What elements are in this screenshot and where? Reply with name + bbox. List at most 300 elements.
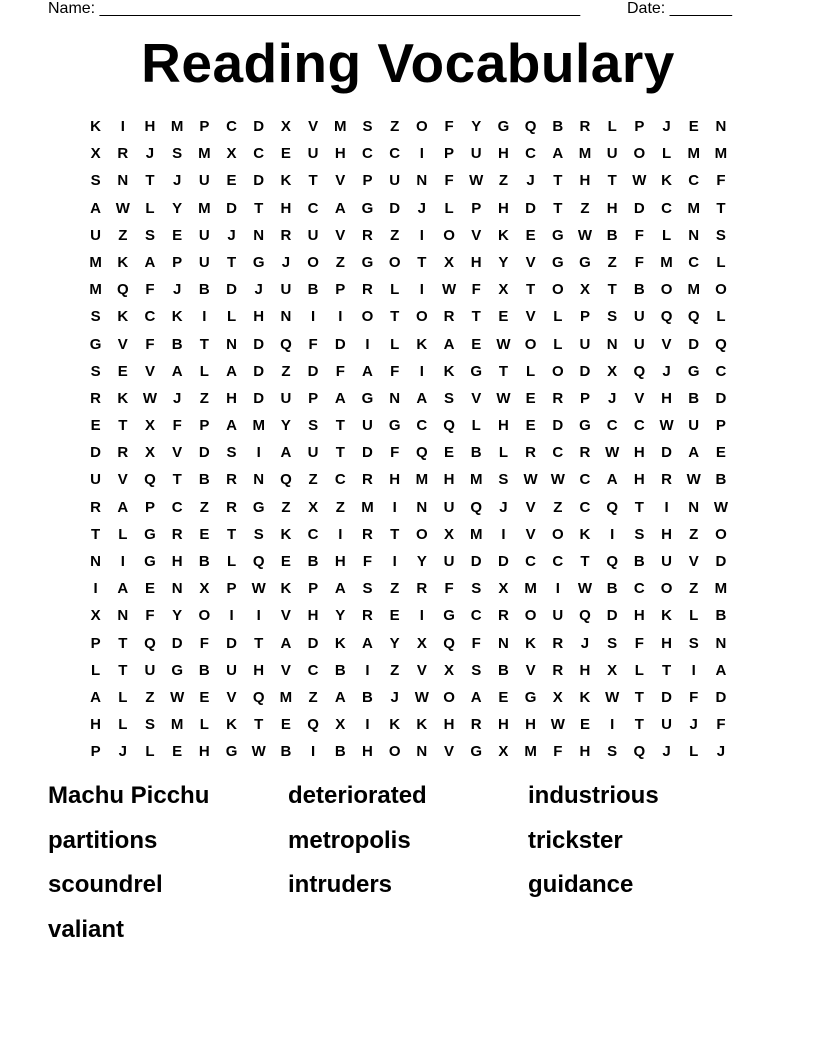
grid-letter: O <box>524 607 537 625</box>
grid-letter: G <box>579 253 591 271</box>
grid-letter: Q <box>633 362 646 380</box>
grid-letter: P <box>144 498 155 516</box>
grid-letter: D <box>715 389 727 407</box>
grid-letter: L <box>390 335 400 353</box>
grid-letter: A <box>334 389 346 407</box>
grid-letter: F <box>444 580 454 598</box>
grid-letter: Z <box>281 498 291 516</box>
grid-letter: J <box>716 743 726 761</box>
grid-letter: O <box>443 688 455 706</box>
grid-letter: C <box>633 417 645 435</box>
grid-letter: T <box>308 172 318 190</box>
grid-letter: X <box>498 743 509 761</box>
grid-letter: J <box>118 743 127 761</box>
grid-letter: H <box>606 199 618 217</box>
grid-letter: K <box>117 253 129 271</box>
grid-letter: Q <box>524 118 537 135</box>
grid-letter: C <box>307 525 319 543</box>
grid-letter: H <box>334 553 346 570</box>
grid-letter: B <box>362 688 373 706</box>
grid-letter: V <box>416 661 427 679</box>
grid-letter: Y <box>471 118 482 135</box>
grid-letter: O <box>416 118 428 135</box>
grid-letter: F <box>634 226 644 244</box>
grid-letter: H <box>497 145 509 163</box>
grid-letter: T <box>172 471 182 489</box>
grid-row <box>82 140 738 167</box>
grid-letter: G <box>144 525 156 543</box>
grid-letter: O <box>443 226 455 244</box>
grid-letter: T <box>390 525 400 543</box>
grid-letter: R <box>362 607 373 625</box>
grid-letter: W <box>632 172 647 190</box>
grid-letter: Q <box>633 743 646 761</box>
grid-letter: L <box>553 308 563 326</box>
grid-letter: V <box>661 335 672 353</box>
grid-letter: G <box>361 389 374 407</box>
grid-letter: K <box>416 716 428 734</box>
grid-letter: Z <box>580 199 590 217</box>
word-list-item: trickster <box>528 826 623 854</box>
grid-letter: A <box>606 471 618 489</box>
grid-letter: C <box>552 444 564 462</box>
grid-letter: M <box>334 118 347 135</box>
grid-letter: J <box>526 172 535 190</box>
grid-letter: O <box>660 281 673 299</box>
grid-letter: X <box>90 145 101 163</box>
word-list-item: valiant <box>48 915 125 943</box>
grid-letter: Q <box>307 716 319 734</box>
grid-letter: B <box>171 335 183 353</box>
grid-letter: Q <box>416 444 428 462</box>
grid-letter: J <box>689 716 698 734</box>
grid-letter: H <box>389 471 401 489</box>
grid-letter: S <box>715 226 726 244</box>
grid-letter: R <box>226 471 237 489</box>
grid-letter: F <box>145 335 155 353</box>
grid-letter: C <box>688 253 700 271</box>
grid-letter: E <box>688 118 699 135</box>
grid-letter: M <box>714 145 728 163</box>
grid-letter: L <box>498 444 508 462</box>
grid-letter: Z <box>118 226 128 244</box>
grid-letter: E <box>90 417 101 435</box>
grid-letter: H <box>171 553 183 570</box>
grid-row <box>82 738 738 765</box>
grid-letter: T <box>634 716 644 734</box>
grid-row <box>82 167 738 194</box>
grid-letter: A <box>715 661 727 679</box>
grid-letter: N <box>688 226 700 244</box>
grid-letter: V <box>525 498 536 516</box>
grid-letter: Y <box>280 417 291 435</box>
grid-letter: Q <box>579 607 591 625</box>
grid-letter: N <box>497 634 509 652</box>
grid-letter: U <box>307 444 319 462</box>
grid-letter: V <box>525 525 536 543</box>
grid-letter: O <box>551 281 564 299</box>
grid-letter: S <box>362 118 373 135</box>
grid-letter: M <box>687 145 700 163</box>
grid-letter: I <box>610 525 615 543</box>
grid-letter: H <box>497 716 509 734</box>
grid-letter: A <box>117 498 129 516</box>
grid-letter: S <box>308 417 319 435</box>
grid-letter: W <box>523 471 538 489</box>
grid-letter: U <box>633 308 645 326</box>
grid-letter: Q <box>116 281 129 299</box>
grid-letter: N <box>253 226 265 244</box>
grid-letter: P <box>471 199 482 217</box>
grid-letter: H <box>633 444 645 462</box>
grid-letter: W <box>414 688 429 706</box>
grid-letter: I <box>555 580 560 598</box>
grid-letter: J <box>172 172 182 190</box>
grid-letter: U <box>579 335 591 353</box>
grid-letter: H <box>307 607 319 625</box>
grid-letter: C <box>525 145 537 163</box>
grid-letter: V <box>525 661 536 679</box>
grid-letter: S <box>90 362 101 380</box>
grid-letter: D <box>362 444 373 462</box>
grid-letter: H <box>497 199 509 217</box>
grid-letter: V <box>280 607 291 625</box>
grid-letter: C <box>307 199 319 217</box>
grid-letter: Q <box>606 553 618 570</box>
grid-letter: F <box>471 281 481 299</box>
grid-letter: K <box>90 118 102 135</box>
grid-letter: M <box>198 145 211 163</box>
grid-letter: I <box>311 743 316 761</box>
grid-letter: F <box>390 362 400 380</box>
grid-letter: D <box>253 335 265 353</box>
grid-letter: V <box>335 226 346 244</box>
grid-letter: G <box>89 335 102 353</box>
grid-letter: S <box>90 172 101 190</box>
grid-letter: R <box>117 444 129 462</box>
grid-letter: U <box>389 172 401 190</box>
grid-letter: V <box>335 172 346 190</box>
grid-letter: S <box>226 444 237 462</box>
grid-letter: O <box>551 362 564 380</box>
grid-row <box>82 548 738 575</box>
grid-row <box>82 657 738 684</box>
grid-letter: C <box>362 145 373 163</box>
grid-letter: T <box>390 308 400 326</box>
grid-letter: F <box>553 743 563 761</box>
grid-letter: U <box>443 553 455 570</box>
grid-letter: L <box>526 362 536 380</box>
grid-letter: C <box>715 362 727 380</box>
grid-letter: T <box>553 172 563 190</box>
grid-letter: J <box>172 281 182 299</box>
grid-letter: D <box>525 199 537 217</box>
grid-letter: W <box>605 688 620 706</box>
grid-letter: J <box>281 253 291 271</box>
grid-letter: I <box>120 553 125 570</box>
grid-letter: X <box>607 362 618 380</box>
grid-letter: Q <box>280 335 292 353</box>
word-search-grid <box>82 113 738 766</box>
grid-letter: V <box>280 661 291 679</box>
grid-letter: T <box>254 199 264 217</box>
grid-letter: D <box>552 417 564 435</box>
grid-letter: N <box>715 634 727 652</box>
grid-letter: G <box>470 743 483 761</box>
grid-letter: S <box>253 525 264 543</box>
grid-letter: J <box>390 688 399 706</box>
grid-letter: D <box>661 444 672 462</box>
grid-letter: T <box>716 199 726 217</box>
grid-letter: S <box>90 308 101 326</box>
grid-letter: A <box>280 444 292 462</box>
grid-letter: O <box>416 525 428 543</box>
grid-letter: D <box>661 688 672 706</box>
grid-letter: X <box>498 580 509 598</box>
grid-letter: K <box>117 308 129 326</box>
grid-letter: A <box>416 389 428 407</box>
grid-letter: G <box>361 253 374 271</box>
grid-letter: J <box>417 199 427 217</box>
grid-letter: V <box>117 471 128 489</box>
grid-letter: R <box>470 716 482 734</box>
grid-letter: W <box>496 389 511 407</box>
grid-letter: W <box>550 716 565 734</box>
grid-letter: P <box>172 253 183 271</box>
grid-letter: G <box>497 118 510 135</box>
grid-letter: O <box>307 253 319 271</box>
grid-letter: I <box>501 525 506 543</box>
grid-letter: M <box>687 281 700 299</box>
grid-row <box>82 412 738 439</box>
grid-letter: N <box>171 580 183 598</box>
grid-letter: T <box>335 444 345 462</box>
grid-letter: R <box>226 498 237 516</box>
grid-letter: B <box>606 580 618 598</box>
grid-letter: D <box>253 362 265 380</box>
grid-letter: D <box>226 199 237 217</box>
grid-letter: I <box>229 607 234 625</box>
grid-letter: D <box>633 199 645 217</box>
grid-letter: K <box>661 172 672 190</box>
grid-letter: K <box>579 525 591 543</box>
grid-letter: V <box>117 335 128 353</box>
grid-letter: Z <box>390 226 400 244</box>
grid-letter: E <box>172 226 183 244</box>
grid-letter: V <box>525 308 536 326</box>
grid-letter: B <box>470 444 482 462</box>
grid-letter: I <box>610 716 615 734</box>
grid-letter: C <box>470 607 482 625</box>
grid-letter: L <box>689 743 699 761</box>
grid-letter: T <box>498 362 508 380</box>
grid-letter: H <box>226 389 237 407</box>
grid-letter: M <box>469 525 483 543</box>
grid-letter: X <box>579 281 590 299</box>
grid-letter: B <box>334 661 346 679</box>
grid-letter: X <box>444 525 455 543</box>
grid-letter: A <box>334 199 346 217</box>
grid-letter: N <box>416 743 428 761</box>
grid-letter: Q <box>443 417 455 435</box>
word-list-item: guidance <box>528 871 634 898</box>
grid-letter: H <box>280 199 292 217</box>
grid-letter: D <box>307 362 319 380</box>
grid-letter: Y <box>172 199 183 217</box>
grid-letter: K <box>280 580 292 598</box>
grid-letter: P <box>308 580 319 598</box>
grid-letter: T <box>526 281 536 299</box>
grid-letter: L <box>199 716 209 734</box>
grid-letter: F <box>362 553 373 570</box>
grid-letter: W <box>469 172 484 190</box>
grid-letter: H <box>633 607 645 625</box>
grid-letter: G <box>470 362 483 380</box>
grid-letter: S <box>444 389 455 407</box>
grid-letter: U <box>90 226 102 244</box>
grid-letter: N <box>226 335 237 353</box>
grid-letter: O <box>524 335 537 353</box>
grid-letter: M <box>524 743 537 761</box>
grid-letter: D <box>90 444 102 462</box>
grid-letter: S <box>607 308 618 326</box>
grid-letter: E <box>498 688 509 706</box>
grid-letter: L <box>145 199 155 217</box>
grid-letter: Q <box>443 634 455 652</box>
grid-letter: L <box>716 308 726 326</box>
grid-row <box>82 113 738 140</box>
grid-letter: O <box>715 525 727 543</box>
grid-letter: C <box>171 498 183 516</box>
grid-letter: W <box>550 471 565 489</box>
grid-letter: H <box>90 716 102 734</box>
grid-letter: W <box>713 498 728 516</box>
grid-letter: W <box>605 444 620 462</box>
grid-letter: T <box>118 417 128 435</box>
grid-letter: V <box>444 743 455 761</box>
grid-letter: T <box>471 308 481 326</box>
grid-letter: W <box>251 743 266 761</box>
grid-letter: R <box>525 444 537 462</box>
grid-letter: L <box>553 335 563 353</box>
grid-letter: V <box>144 362 155 380</box>
grid-letter: Q <box>606 498 618 516</box>
grid-letter: G <box>144 553 156 570</box>
grid-letter: G <box>225 743 238 761</box>
grid-letter: K <box>280 172 292 190</box>
grid-letter: I <box>256 444 261 462</box>
grid-letter: K <box>579 688 591 706</box>
grid-letter: E <box>715 444 726 462</box>
grid-letter: S <box>688 634 699 652</box>
grid-letter: A <box>226 417 237 435</box>
grid-letter: R <box>90 389 102 407</box>
grid-letter: D <box>497 553 509 570</box>
grid-letter: M <box>415 471 429 489</box>
grid-letter: P <box>579 308 590 326</box>
grid-letter: D <box>606 607 618 625</box>
grid-letter: U <box>90 471 102 489</box>
grid-letter: U <box>226 661 237 679</box>
grid-letter: I <box>365 716 370 734</box>
grid-letter: Q <box>144 634 156 652</box>
grid-letter: D <box>253 118 265 135</box>
grid-letter: Z <box>199 498 209 516</box>
grid-letter: D <box>688 335 700 353</box>
grid-letter: Q <box>252 688 265 706</box>
grid-letter: L <box>634 661 644 679</box>
grid-letter: R <box>362 226 373 244</box>
grid-letter: N <box>117 172 129 190</box>
grid-letter: L <box>661 226 672 244</box>
grid-letter: B <box>715 471 727 489</box>
grid-letter: Z <box>308 688 318 706</box>
grid-letter: C <box>525 553 537 570</box>
grid-letter: C <box>389 145 401 163</box>
grid-letter: H <box>661 389 672 407</box>
grid-letter: L <box>199 362 209 380</box>
grid-letter: S <box>172 145 183 163</box>
grid-letter: R <box>416 580 428 598</box>
grid-letter: T <box>335 417 345 435</box>
grid-letter: T <box>580 553 590 570</box>
grid-letter: F <box>444 172 454 190</box>
grid-letter: J <box>607 389 617 407</box>
grid-letter: X <box>416 634 427 652</box>
grid-letter: I <box>419 226 424 244</box>
grid-letter: E <box>525 417 536 435</box>
grid-letter: U <box>633 335 645 353</box>
grid-letter: K <box>661 607 672 625</box>
grid-letter: O <box>388 743 401 761</box>
grid-letter: D <box>253 172 265 190</box>
grid-letter: R <box>171 525 183 543</box>
grid-letter: Z <box>689 525 699 543</box>
grid-letter: K <box>171 308 183 326</box>
grid-letter: O <box>416 308 428 326</box>
grid-letter: B <box>606 226 618 244</box>
grid-letter: P <box>335 281 346 299</box>
grid-row <box>82 303 738 330</box>
grid-letter: F <box>145 607 155 625</box>
grid-letter: D <box>715 553 727 570</box>
grid-letter: L <box>661 145 672 163</box>
grid-letter: C <box>334 471 346 489</box>
grid-row <box>82 358 738 385</box>
grid-letter: C <box>688 172 700 190</box>
grid-letter: P <box>579 389 590 407</box>
grid-letter: M <box>469 471 483 489</box>
grid-letter: T <box>226 525 237 543</box>
grid-letter: R <box>362 525 373 543</box>
grid-letter: N <box>688 498 700 516</box>
grid-letter: R <box>661 471 672 489</box>
grid-letter: O <box>198 607 211 625</box>
grid-letter: F <box>145 281 155 299</box>
grid-letter: E <box>117 362 128 380</box>
grid-letter: T <box>417 253 427 271</box>
grid-letter: N <box>416 498 428 516</box>
grid-row <box>82 684 738 711</box>
grid-letter: P <box>715 417 726 435</box>
grid-letter: N <box>606 335 618 353</box>
grid-letter: G <box>443 607 455 625</box>
grid-letter: A <box>171 362 183 380</box>
grid-letter: X <box>444 661 455 679</box>
grid-letter: I <box>338 525 343 543</box>
grid-letter: H <box>253 661 265 679</box>
grid-letter: F <box>689 688 699 706</box>
